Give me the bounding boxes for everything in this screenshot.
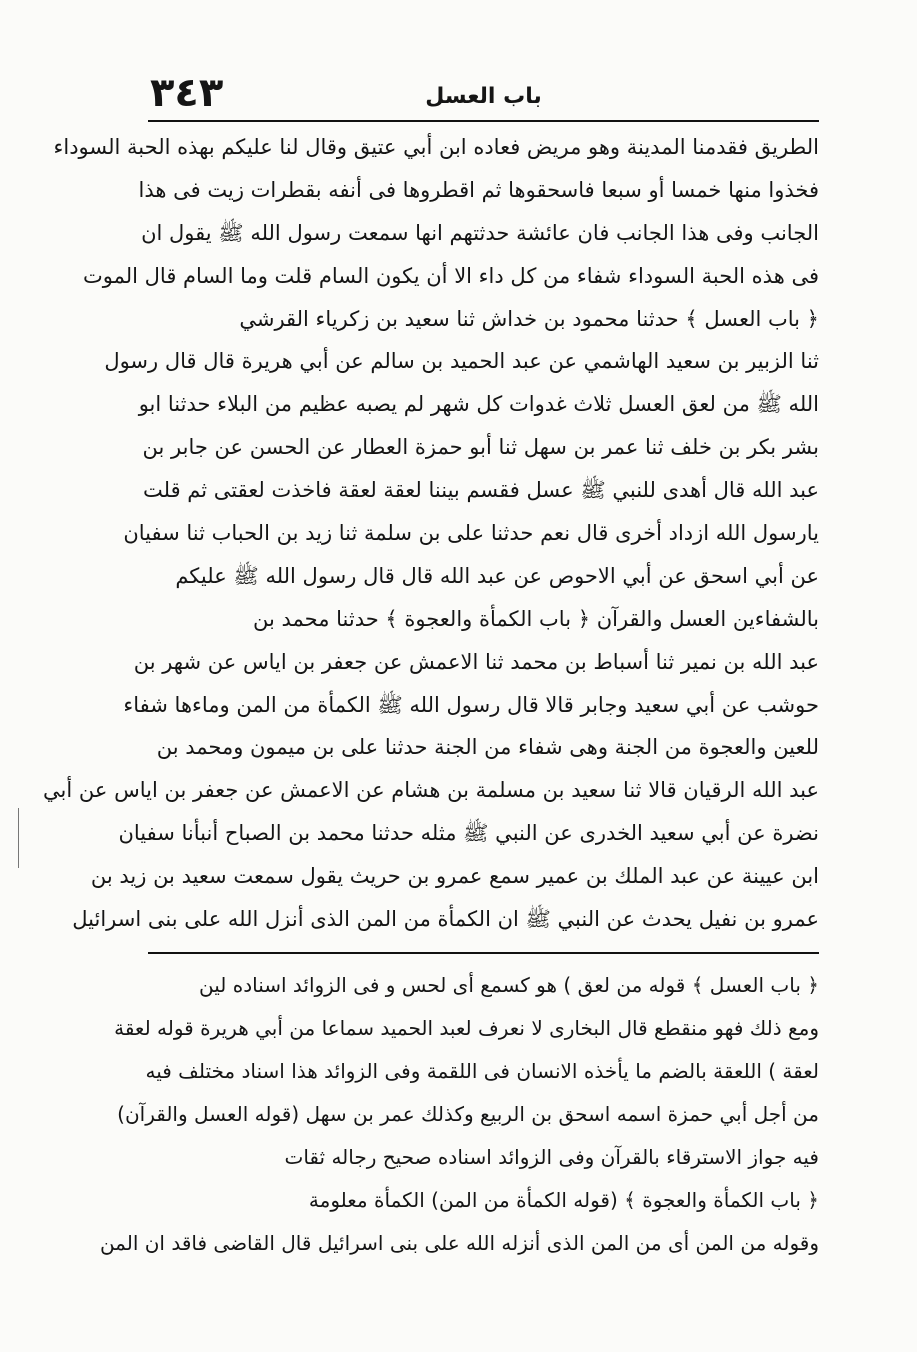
note-line: لعقة ) اللعقة بالضم ما يأخذه الانسان فى اللقمة وفى الزوائد هذا اسناد مختلف فيه [145,1059,819,1083]
note-line: من أجل أبي حمزة اسمه اسحق بن الربيع وكذلك عمر بن سهل (قوله العسل والقرآن) [117,1102,819,1126]
header-divider [148,120,819,122]
text-line: ابن عيينة عن عبد الملك بن عمير سمع عمرو بن حريث يقول سمعت سعيد بن زيد بن [90,864,819,889]
text-line: بشر بكر بن خلف ثنا عمر بن سهل ثنا أبو حمزة العطار عن الحسن عن جابر بن [142,435,819,460]
text-line: فى هذه الحبة السوداء شفاء من كل داء الا أن يكون السام قلت وما السام قال الموت [83,263,819,288]
note-line: وقوله من المن أى من المن الذى أنزله الله على بنى اسرائيل قال القاضى فاقد ان المن [99,1231,819,1255]
commentary-block [99,964,819,1265]
text-line: عن أبي اسحق عن أبي الاحوص عن عبد الله قال قال رسول الله ﷺ عليكم [175,563,819,588]
text-line: يارسول الله ازداد أخرى قال نعم حدثنا على بن سلمة ثنا زيد بن الحباب ثنا سفيان [123,521,819,546]
text-line: الجانب وفى هذا الجانب فان عائشة حدثتهم انها سمعت رسول الله ﷺ يقول ان [141,220,819,245]
text-line: عبد الله بن نمير ثنا أسباط بن محمد ثنا الاعمش عن جعفر بن اياس عن شهر بن [133,649,819,674]
note-line: ﴿ باب الكمأة والعجوة ﴾ (قوله الكمأة من المن) الكمأة معلومة [308,1188,819,1212]
text-line: حوشب عن أبي سعيد وجابر قالا قال رسول الله ﷺ الكمأة من المن وماءها شفاء [123,692,819,717]
margin-mark [18,808,39,868]
text-line: عبد الله الرقيان قالا ثنا سعيد بن مسلمة بن هشام عن الاعمش عن جعفر بن اياس عن أبي [43,778,819,803]
footnote-divider [148,952,819,954]
text-line: عبد الله قال أهدى للنبي ﷺ عسل فقسم بيننا لعقة لعقة فاخذت لعقتى ثم قلت [143,478,819,503]
note-line: ﴿ باب العسل ﴾ قوله من لعق ) هو كسمع أى لحس و فى الزوائد اسناده لين [199,973,819,997]
note-line: فيه جواز الاسترقاء بالقرآن وفى الزوائد اسناده صحيح رجاله ثقات [284,1145,819,1169]
page-header [150,70,817,118]
text-line: الله ﷺ من لعق العسل ثلاث غدوات كل شهر لم يصبه عظيم من البلاء حدثنا ابو [138,392,819,417]
text-line: ثنا الزبير بن سعيد الهاشمي عن عبد الحميد بن سالم عن أبي هريرة قال قال رسول [104,349,819,374]
running-title: باب العسل [425,84,542,109]
main-text-block [43,126,819,941]
text-line: الطريق فقدمنا المدينة وهو مريض فعاده ابن أبي عتيق وقال لنا عليكم بهذه الحبة السوداء [53,135,819,159]
text-line: بالشفاءين العسل والقرآن ﴿ باب الكمأة والعجوة ﴾ حدثنا محمد بن [253,606,819,631]
note-line: ومع ذلك فهو منقطع قال البخارى لا نعرف لعبد الحميد سماعا من أبي هريرة قوله لعقة [114,1016,819,1040]
text-line: ﴿ باب العسل ﴾ حدثنا محمود بن خداش ثنا سعيد بن زكرياء القرشي [239,306,819,331]
text-line: للعين والعجوة من الجنة وهى شفاء من الجنة حدثنا على بن ميمون ومحمد بن [156,735,819,760]
page-number: ٣٤٣ [150,70,224,116]
text-line: عمرو بن نفيل يحدث عن النبي ﷺ ان الكمأة من المن الذى أنزل الله على بنى اسرائيل [72,907,819,932]
text-line: فخذوا منها خمسا أو سبعا فاسحقوها ثم اقطروها فى أنفه بقطرات زيت فى هذا [138,177,819,202]
text-line: نضرة عن أبي سعيد الخدرى عن النبي ﷺ مثله حدثنا محمد بن الصباح أنبأنا سفيان [118,821,819,846]
